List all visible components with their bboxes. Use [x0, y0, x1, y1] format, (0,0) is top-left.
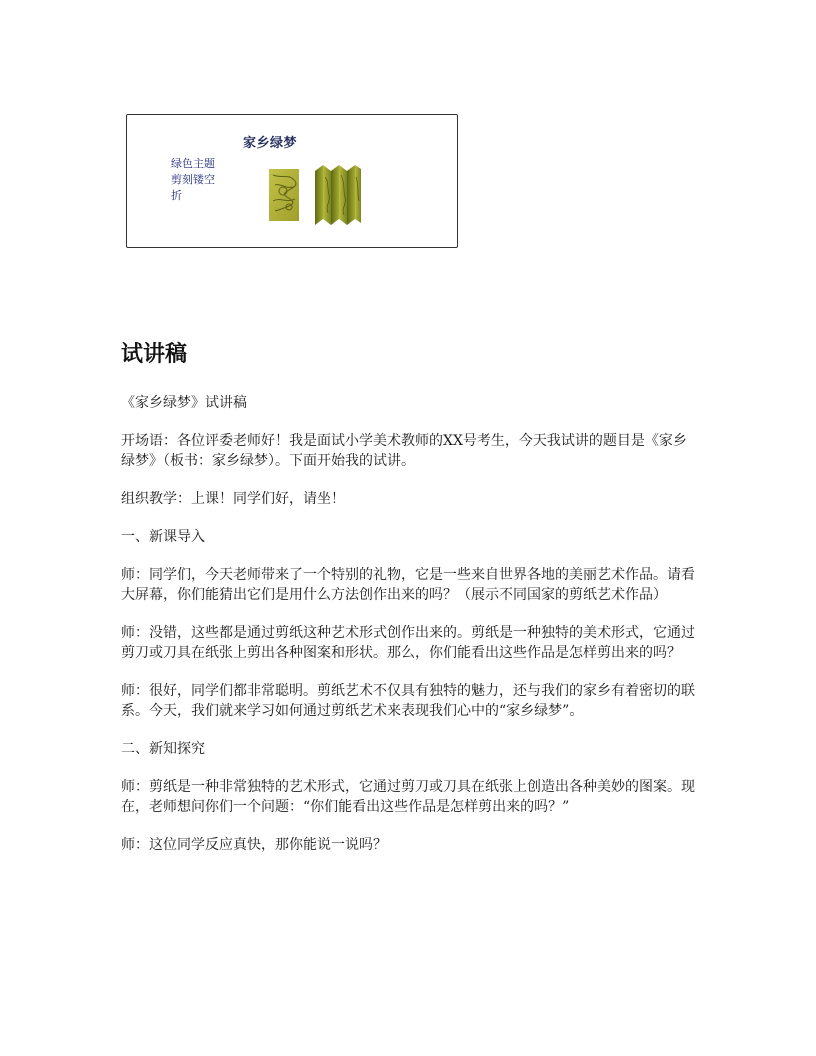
slide-note-line: 绿色主题	[171, 157, 215, 170]
paragraph: 师：同学们，今天老师带来了一个特别的礼物，它是一些来自世界各地的美丽艺术作品。请看大屏幕，你们能猜出它们是用什么方法创作出来的吗？（展示不同国家的剪纸艺术作品）	[121, 567, 695, 603]
paragraph: 师：剪纸是一种非常独特的艺术形式，它通过剪刀或刀具在纸张上创造出各种美妙的图案。现在，老师想问你们一个问题：“你们能看出这些作品是怎样剪出来的吗？”	[121, 779, 695, 815]
slide-note-line: 剪刻镂空	[171, 173, 215, 186]
paragraph: 开场语：各位评委老师好！我是面试小学美术教师的XX号考生，今天我试讲的题目是《家乡绿梦》（板书：家乡绿梦）。下面开始我的试讲。	[121, 433, 687, 469]
paragraph: 师：没错，这些都是通过剪纸这种艺术形式创作出来的。剪纸是一种独特的美术形式，它通过剪刀或刀具在纸张上剪出各种图案和形状。那么，你们能看出这些作品是怎样剪出来的吗？	[121, 625, 695, 661]
paragraph: 组织教学：上课！同学们好，请坐！	[121, 491, 345, 507]
slide-thumbnail	[126, 114, 458, 248]
page-title: 试讲稿	[121, 341, 188, 367]
paragraph: 《家乡绿梦》试讲稿	[121, 395, 247, 411]
slide-title: 家乡绿梦	[243, 136, 298, 151]
document-body	[121, 393, 699, 873]
paragraph: 师：很好，同学们都非常聪明。剪纸艺术不仅具有独特的魅力，还与我们的家乡有着密切的联系。今天，我们就来学习如何通过剪纸艺术来表现我们心中的“家乡绿梦”。	[121, 683, 695, 719]
paragraph: 师：这位同学反应真快，那你能说一说吗？	[121, 837, 387, 853]
slide-note-line: 折	[171, 189, 182, 202]
paper-cut-artwork-image	[265, 161, 365, 225]
section-heading: 一、新课导入	[121, 529, 205, 545]
folded-paper-cut	[315, 165, 361, 225]
slide-notes	[171, 156, 231, 204]
section-heading: 二、新知探究	[121, 741, 205, 757]
